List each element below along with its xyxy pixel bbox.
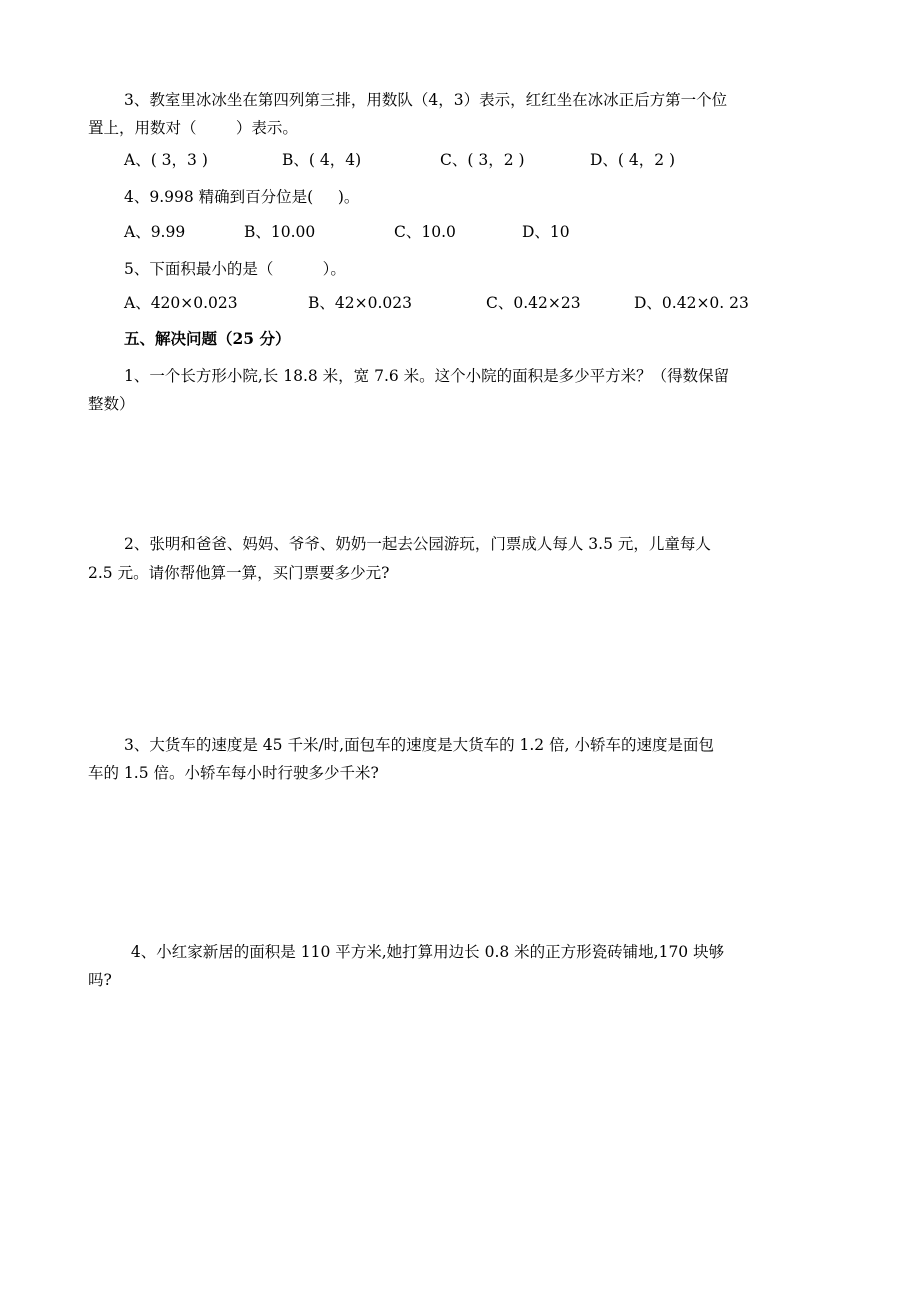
option-b: B、( 4，4) xyxy=(282,151,362,169)
problem-4-line2: 吗? xyxy=(88,971,112,989)
problem-3-line1: 3、大货车的速度是 45 千米/时,面包车的速度是大货车的 1.2 倍, 小轿车的速度是面包 xyxy=(124,736,714,754)
option-b: B、42×0.023 xyxy=(308,294,412,312)
option-d: D、0.42×0. 23 xyxy=(634,294,749,312)
option-a: A、420×0.023 xyxy=(124,294,238,312)
problem-4-line1: 4、小红家新居的面积是 110 平方米,她打算用边长 0.8 米的正方形瓷砖铺地,170 块够 xyxy=(126,943,725,961)
question-3-stem-line2: 置上，用数对（ ）表示。 xyxy=(88,119,298,137)
problem-3-line2: 车的 1.5 倍。小轿车每小时行驶多少千米? xyxy=(88,764,379,782)
option-a: A、( 3，3 ) xyxy=(124,151,208,169)
option-d: D、10 xyxy=(522,223,570,241)
problem-2-line2: 2.5 元。请你帮他算一算，买门票要多少元? xyxy=(88,564,390,582)
option-d: D、( 4，2 ) xyxy=(590,151,676,169)
problem-1-line1: 1、一个长方形小院,长 18.8 米，宽 7.6 米。这个小院的面积是多少平方米？（得数保留 xyxy=(124,367,730,385)
problem-2-line1: 2、张明和爸爸、妈妈、爷爷、奶奶一起去公园游玩，门票成人每人 3.5 元，儿童每人 xyxy=(124,535,711,553)
question-5-stem: 5、下面积最小的是（ ）。 xyxy=(124,260,346,278)
question-3-stem-line1: 3、教室里冰冰坐在第四列第三排，用数队（4，3）表示，红红坐在冰冰正后方第一个位 xyxy=(124,91,728,109)
option-c: C、( 3，2 ) xyxy=(440,151,525,169)
option-c: C、0.42×23 xyxy=(486,294,581,312)
option-c: C、10.0 xyxy=(394,223,456,241)
option-a: A、9.99 xyxy=(124,223,186,241)
problem-1-line2: 整数） xyxy=(88,395,135,413)
section-title: 五、解决问题（25 分） xyxy=(124,329,291,348)
option-b: B、10.00 xyxy=(244,223,316,241)
question-4-stem: 4、9.998 精确到百分位是( )。 xyxy=(124,188,360,206)
